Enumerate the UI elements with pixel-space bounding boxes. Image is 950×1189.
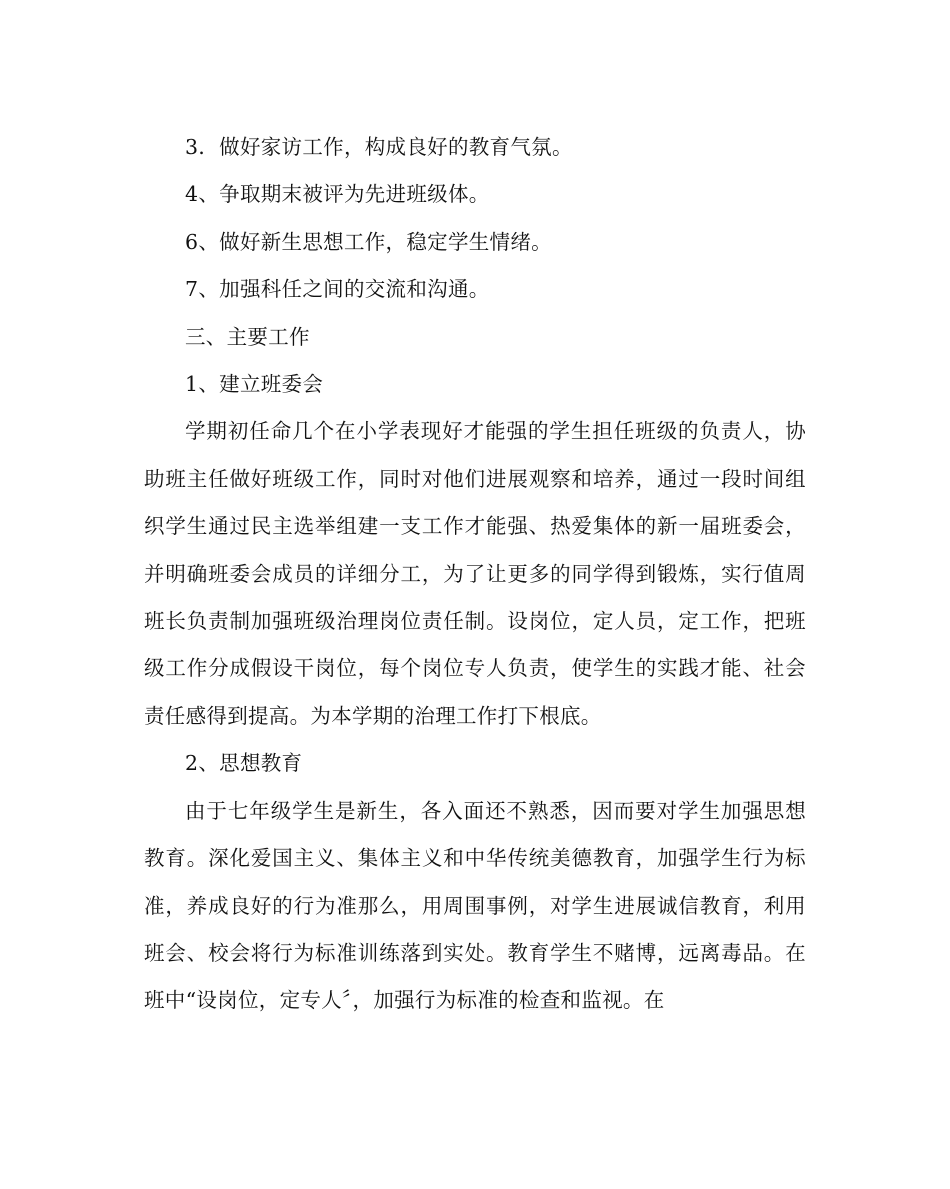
list-item-home-visits: 3．做好家访工作，构成良好的教育气氛。: [185, 135, 573, 159]
document-body: [144, 124, 806, 1025]
subsection-heading-ideological-education: 2、思想教育: [185, 751, 303, 776]
subsection-heading-class-committee: 1、建立班委会: [185, 372, 324, 397]
list-item-communication: 7、加强科任之间的交流和沟通。: [185, 277, 490, 302]
paragraph-ideological-education: 由于七年级学生是新生，各入面还不熟悉，因而要对学生加强思想教育。深化爱国主义、集体主义和中华传统美德教育，加强学生行为标准，养成良好的行为准那么，用周围事例，对学生进展诚信教育，利用班会、校会将行为标准训练落到实处。教育学生不赌博，远离毒品。在班中“设岗位，定专人〞，加强行为标准的检查和监视。在: [144, 798, 806, 1013]
list-item-new-students: 6、做好新生思想工作，稳定学生情绪。: [185, 229, 552, 254]
paragraph-class-committee: 学期初任命几个在小学表现好才能强的学生担任班级的负责人，协助班主任做好班级工作，同时对他们进展观察和培养，通过一段时间组织学生通过民主选举组建一支工作才能强、热爱集体的新一届班委会，并明确班委会成员的详细分工，为了让更多的同学得到锻炼，实行值周班长负责制加强班级治理岗位责任制。设岗位，定人员，定工作，把班级工作分成假设干岗位，每个岗位专人负责，使学生的实践才能、社会责任感得到提高。为本学期的治理工作打下根底。: [144, 419, 806, 728]
section-heading-main-work: 三、主要工作: [185, 324, 310, 349]
list-item-advanced-class: 4、争取期末被评为先进班级体。: [185, 182, 490, 207]
